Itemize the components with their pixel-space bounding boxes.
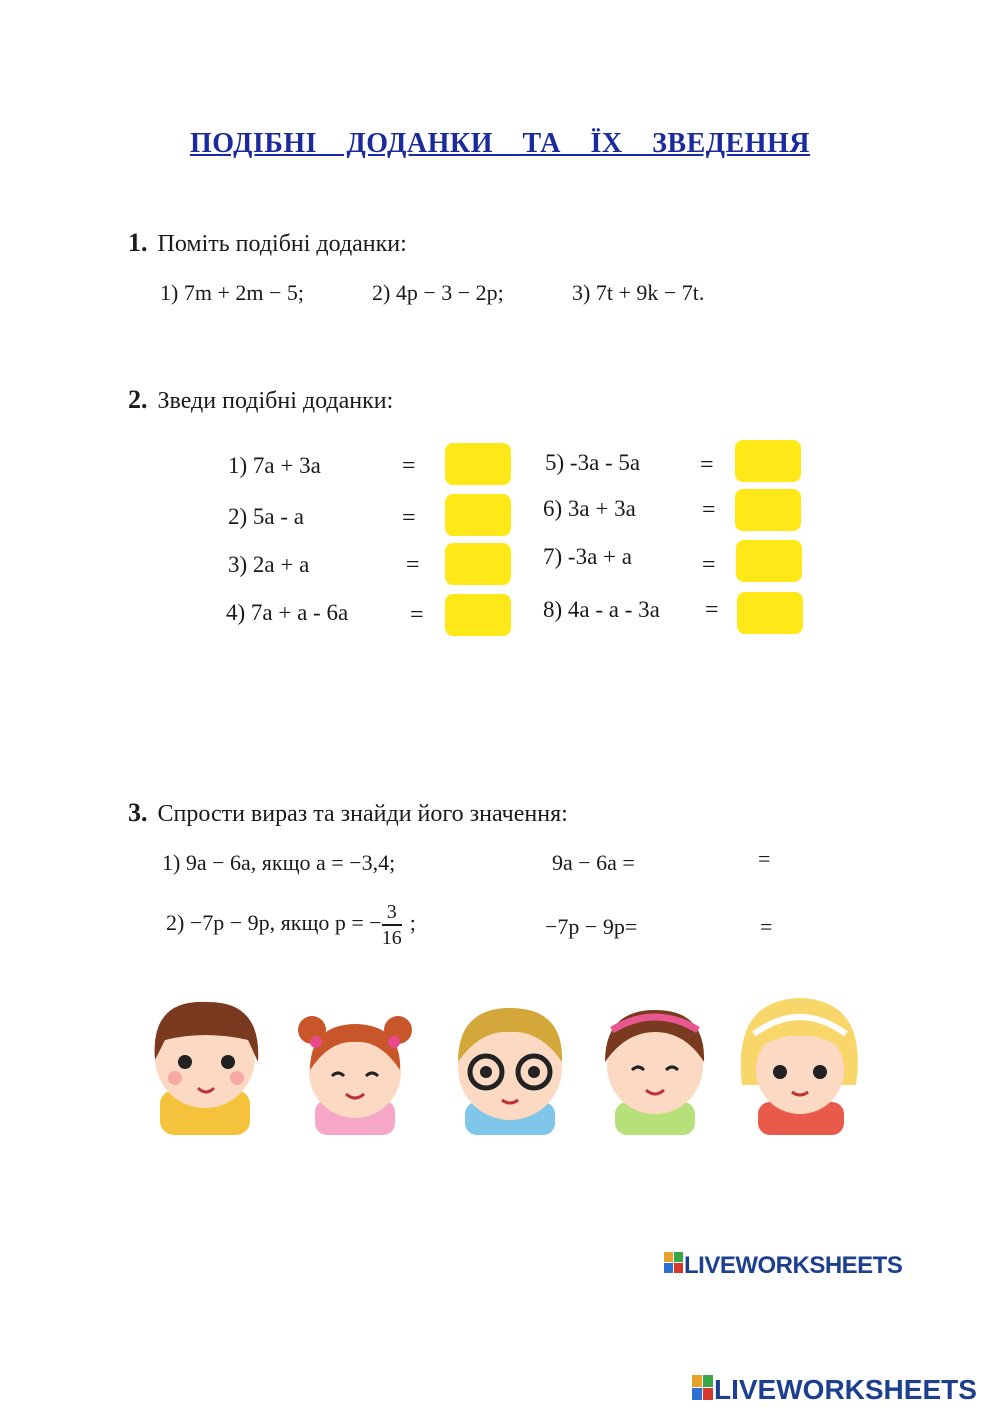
task3-heading: Спрости вираз та знайди його значення:	[157, 801, 568, 827]
task2-expr-2: 2) 5a - a	[228, 504, 304, 529]
fraction-denominator: 16	[381, 927, 402, 949]
logo-cube-icon	[692, 1375, 714, 1408]
task3-item1-expr: 9a − 6a =	[552, 850, 635, 875]
task3-number: 3.	[128, 798, 148, 827]
answer-box-3[interactable]	[445, 543, 511, 585]
task2-heading: Зведи подібні доданки:	[157, 388, 394, 414]
child-4	[605, 1010, 704, 1135]
task2-eq-2: =	[402, 505, 416, 531]
task2-expr-3: 3) 2a + a	[228, 552, 310, 577]
task2-expr-5: 5) -3a - 5a	[545, 450, 641, 475]
answer-box-2[interactable]	[445, 494, 511, 536]
task2-expr-7: 7) -3a + a	[543, 544, 632, 569]
fraction-numerator: 3	[382, 900, 402, 926]
task1-item-3: 3) 7t + 9k − 7t.	[572, 280, 705, 305]
task2-heading-row	[128, 385, 393, 415]
task3-item2-eq2: =	[760, 914, 773, 939]
task2-expr-8: 8) 4a - a - 3a	[543, 597, 660, 622]
task3-item1-condition: 1) 9a − 6a, якщо a = −3,4;	[162, 850, 396, 875]
task2-eq-7: =	[702, 552, 716, 578]
task2-eq-4: =	[410, 602, 424, 628]
task3-item2-condition: 2) −7p − 9p, якщо p = −	[166, 910, 382, 936]
task2-expr-4: 4) 7a + a - 6a	[226, 600, 349, 625]
task2-expr-6: 6) 3a + 3a	[543, 496, 636, 521]
child-5	[741, 998, 858, 1135]
task3-heading-row	[128, 798, 568, 828]
brand-text-bottom: LIVEWORKSHEETS	[714, 1374, 977, 1405]
answer-box-1[interactable]	[445, 443, 511, 485]
child-2	[298, 1016, 412, 1135]
page-title: ПОДІБНІ ДОДАНКИ ТА ЇХ ЗВЕДЕННЯ	[190, 128, 810, 159]
task3-item2-condition-row	[166, 900, 416, 950]
task3-item2-semicolon: ;	[409, 910, 416, 936]
task1-item-1: 1) 7m + 2m − 5;	[160, 280, 304, 305]
logo-cube-icon	[664, 1252, 684, 1281]
task1-heading: Поміть подібні доданки:	[157, 231, 407, 257]
task2-eq-6: =	[702, 497, 716, 523]
answer-box-4[interactable]	[445, 594, 511, 636]
answer-box-7[interactable]	[736, 540, 802, 582]
task3-item2-expr: −7p − 9p=	[545, 914, 638, 939]
task1-number: 1.	[128, 228, 148, 257]
brand-text-mid: LIVEWORKSHEETS	[684, 1252, 903, 1279]
task1-item-2: 2) 4p − 3 − 2p;	[372, 280, 504, 305]
brand-logo-bottom[interactable]	[692, 1374, 977, 1408]
child-1	[155, 1002, 259, 1135]
fraction	[382, 900, 402, 950]
task2-eq-1: =	[402, 453, 416, 479]
task2-eq-5: =	[700, 452, 714, 478]
brand-logo-mid	[664, 1252, 902, 1281]
answer-box-6[interactable]	[735, 489, 801, 531]
task2-eq-3: =	[406, 552, 420, 578]
task1-heading-row	[128, 228, 407, 258]
task2-expr-1: 1) 7a + 3a	[228, 453, 321, 478]
answer-box-5[interactable]	[735, 440, 801, 482]
answer-box-8[interactable]	[737, 592, 803, 634]
task3-item1-eq2: =	[758, 846, 771, 871]
child-3	[458, 1008, 562, 1135]
children-illustration	[140, 990, 860, 1135]
task2-number: 2.	[128, 385, 148, 414]
task2-eq-8: =	[705, 597, 719, 623]
